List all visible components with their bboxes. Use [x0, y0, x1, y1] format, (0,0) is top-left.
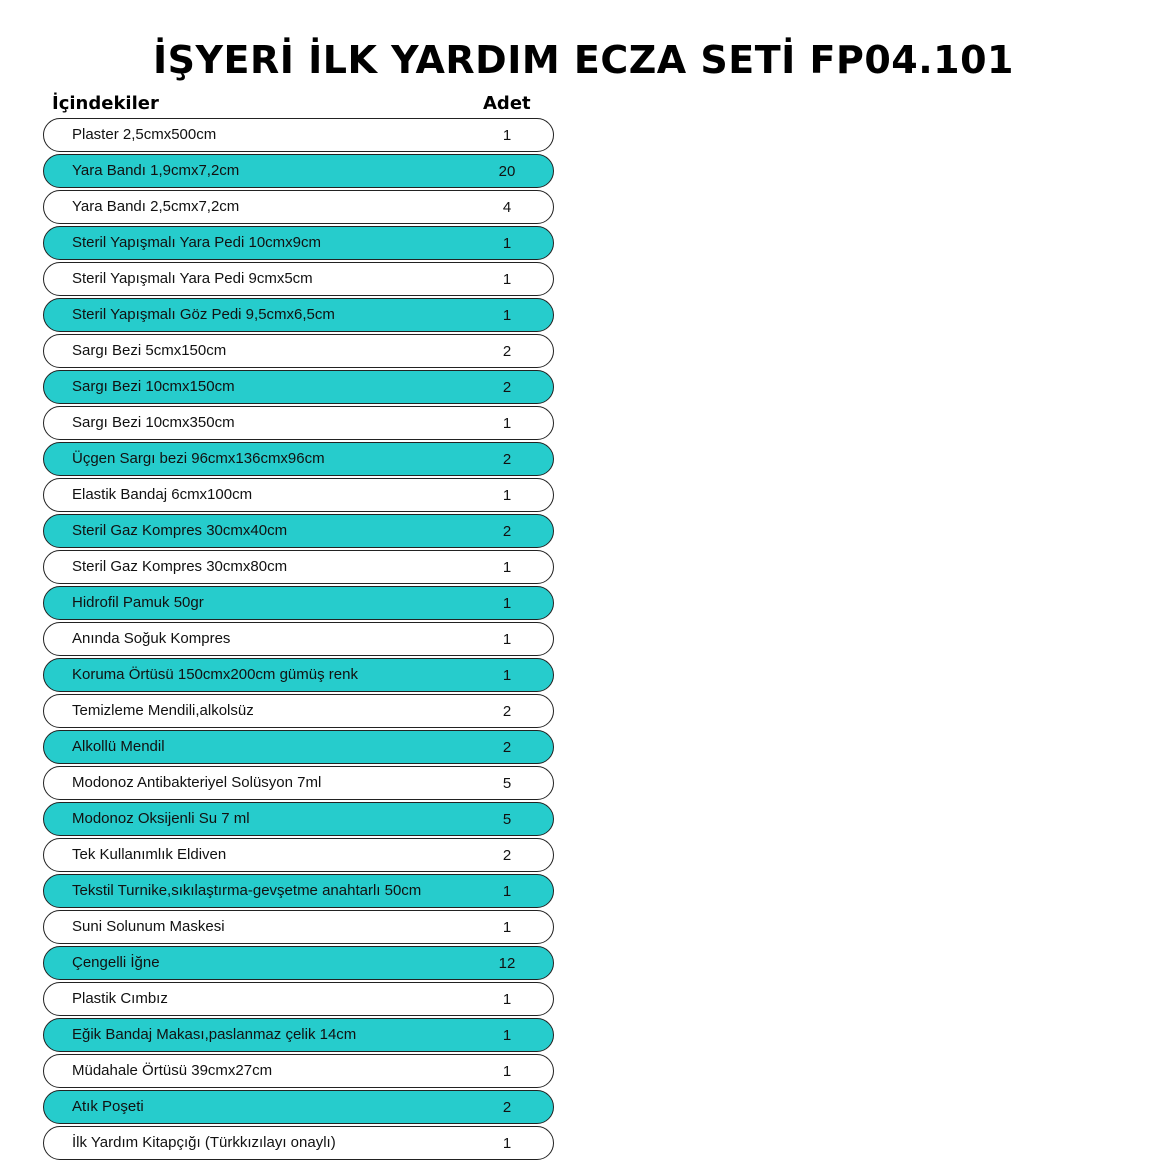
item-name: Modonoz Oksijenli Su 7 ml: [72, 810, 250, 827]
list-item: [43, 982, 554, 1016]
item-quantity: 5: [502, 775, 512, 792]
list-item: [43, 190, 554, 224]
item-name: Steril Yapışmalı Yara Pedi 10cmx9cm: [72, 234, 321, 251]
item-quantity: 1: [502, 631, 512, 648]
list-item: [43, 1018, 554, 1052]
item-quantity: 2: [502, 703, 512, 720]
item-quantity: 5: [502, 811, 512, 828]
item-quantity: 1: [502, 883, 512, 900]
item-quantity: 1: [502, 127, 512, 144]
item-quantity: 2: [502, 847, 512, 864]
item-name: Suni Solunum Maskesi: [72, 918, 225, 935]
item-quantity: 12: [498, 955, 516, 972]
list-item: [43, 838, 554, 872]
list-item: [43, 442, 554, 476]
item-name: Yara Bandı 2,5cmx7,2cm: [72, 198, 240, 215]
item-name: Üçgen Sargı bezi 96cmx136cmx96cm: [72, 450, 325, 467]
list-item: [43, 298, 554, 332]
list-item: [43, 730, 554, 764]
list-item: [43, 622, 554, 656]
list-item: [43, 478, 554, 512]
item-quantity: 1: [502, 235, 512, 252]
item-quantity: 1: [502, 1135, 512, 1152]
page-title: İŞYERİ İLK YARDIM ECZA SETİ FP04.101: [152, 38, 1014, 82]
item-quantity: 1: [502, 595, 512, 612]
list-item: [43, 802, 554, 836]
item-name: Modonoz Antibakteriyel Solüsyon 7ml: [72, 774, 322, 791]
list-item: [43, 694, 554, 728]
item-name: Alkollü Mendil: [72, 738, 165, 755]
item-name: İlk Yardım Kitapçığı (Türkkızılayı onaylı): [72, 1134, 336, 1151]
item-quantity: 1: [502, 667, 512, 684]
item-name: Sargı Bezi 5cmx150cm: [72, 342, 227, 359]
item-name: Steril Yapışmalı Yara Pedi 9cmx5cm: [72, 270, 313, 287]
item-quantity: 4: [502, 199, 512, 216]
item-quantity: 1: [502, 487, 512, 504]
list-item: [43, 406, 554, 440]
item-name: Atık Poşeti: [72, 1098, 144, 1115]
list-item: [43, 658, 554, 692]
contents-list: [43, 118, 554, 1162]
item-quantity: 2: [502, 523, 512, 540]
item-name: Koruma Örtüsü 150cmx200cm gümüş renk: [72, 666, 358, 683]
item-name: Sargı Bezi 10cmx350cm: [72, 414, 235, 431]
item-quantity: 2: [502, 343, 512, 360]
item-name: Tek Kullanımlık Eldiven: [72, 846, 227, 863]
item-name: Steril Gaz Kompres 30cmx40cm: [72, 522, 288, 539]
list-item: [43, 1054, 554, 1088]
item-name: Hidrofil Pamuk 50gr: [72, 594, 204, 611]
item-name: Temizleme Mendili,alkolsüz: [72, 702, 254, 719]
list-item: [43, 550, 554, 584]
item-quantity: 2: [502, 379, 512, 396]
item-quantity: 1: [502, 991, 512, 1008]
item-quantity: 20: [498, 163, 516, 180]
item-name: Yara Bandı 1,9cmx7,2cm: [72, 162, 240, 179]
item-quantity: 1: [502, 1063, 512, 1080]
item-quantity: 1: [502, 307, 512, 324]
list-item: [43, 946, 554, 980]
item-name: Sargı Bezi 10cmx150cm: [72, 378, 235, 395]
contents-column-header: İçindekiler: [52, 93, 159, 114]
list-item: [43, 766, 554, 800]
list-item: [43, 1090, 554, 1124]
item-quantity: 1: [502, 919, 512, 936]
list-item: [43, 1126, 554, 1160]
list-item: [43, 586, 554, 620]
item-quantity: 1: [502, 559, 512, 576]
item-quantity: 2: [502, 451, 512, 468]
list-item: [43, 334, 554, 368]
item-name: Plastik Cımbız: [72, 990, 168, 1007]
item-name: Eğik Bandaj Makası,paslanmaz çelik 14cm: [72, 1026, 357, 1043]
item-name: Müdahale Örtüsü 39cmx27cm: [72, 1062, 273, 1079]
item-quantity: 1: [502, 271, 512, 288]
list-item: [43, 910, 554, 944]
list-item: [43, 154, 554, 188]
item-name: Çengelli İğne: [72, 954, 160, 971]
quantity-column-header: Adet: [483, 93, 531, 114]
item-name: Elastik Bandaj 6cmx100cm: [72, 486, 253, 503]
list-item: [43, 874, 554, 908]
item-quantity: 2: [502, 739, 512, 756]
list-item: [43, 514, 554, 548]
item-quantity: 1: [502, 415, 512, 432]
item-quantity: 1: [502, 1027, 512, 1044]
item-quantity: 2: [502, 1099, 512, 1116]
item-name: Steril Yapışmalı Göz Pedi 9,5cmx6,5cm: [72, 306, 335, 323]
list-item: [43, 262, 554, 296]
item-name: Plaster 2,5cmx500cm: [72, 126, 217, 143]
item-name: Tekstil Turnike,sıkılaştırma-gevşetme anahtarlı 50cm: [72, 882, 422, 899]
item-name: Steril Gaz Kompres 30cmx80cm: [72, 558, 288, 575]
item-name: Anında Soğuk Kompres: [72, 630, 231, 647]
list-item: [43, 370, 554, 404]
list-item: [43, 118, 554, 152]
list-item: [43, 226, 554, 260]
